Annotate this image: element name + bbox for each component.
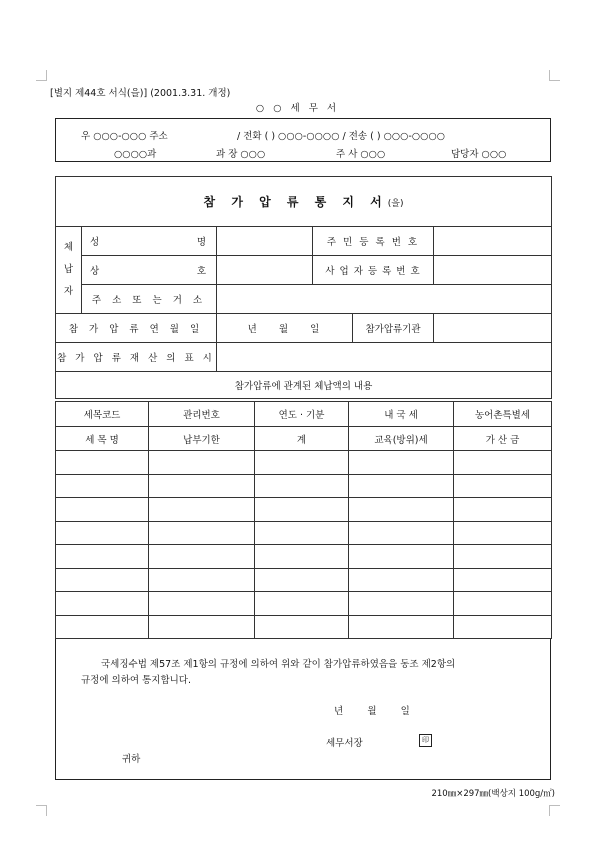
tax-office-name: ○ ○ 세 무 서 xyxy=(255,103,340,114)
col-year-period: 연도 · 기분 xyxy=(255,402,349,427)
taxpayer-group-label: 체납자 xyxy=(56,227,82,314)
notice-form-table xyxy=(55,176,552,399)
arrears-cell[interactable] xyxy=(454,545,552,569)
arrears-row xyxy=(56,498,552,522)
arrears-cell[interactable] xyxy=(255,474,349,498)
arrears-row xyxy=(56,451,552,475)
arrears-cell[interactable] xyxy=(255,568,349,592)
arrears-row xyxy=(56,568,552,592)
issuer-title: 세무서장 xyxy=(326,738,363,749)
col-tax-name: 세 목 명 xyxy=(56,427,149,451)
arrears-cell[interactable] xyxy=(255,498,349,522)
business-number-label: 사 업 자 등 록 번 호 xyxy=(313,256,434,285)
arrears-cell[interactable] xyxy=(255,521,349,545)
arrears-row xyxy=(56,521,552,545)
col-education-tax: 교육(방위)세 xyxy=(349,427,454,451)
col-national-tax: 내 국 세 xyxy=(349,402,454,427)
arrears-row xyxy=(56,615,552,639)
crop-mark-top-right xyxy=(549,70,560,81)
notice-text-line2: 규정에 의하여 통지합니다. xyxy=(81,675,192,686)
arrears-cell[interactable] xyxy=(349,498,454,522)
seizing-agency-label: 참가압류기관 xyxy=(353,314,434,343)
form-reference: [별지 제44호 서식(을)] (2001.3.31. 개정) xyxy=(50,88,231,99)
arrears-cell[interactable] xyxy=(149,592,255,616)
property-value[interactable] xyxy=(217,343,552,372)
arrears-cell[interactable] xyxy=(149,615,255,639)
arrears-cell[interactable] xyxy=(454,521,552,545)
seizure-date-label: 참 가 압 류 연 월 일 xyxy=(56,314,217,343)
property-label: 참 가 압 류 재 산 의 표 시 xyxy=(56,343,217,372)
arrears-cell[interactable] xyxy=(56,592,149,616)
contact-chief: 과 장 ○○○ xyxy=(216,149,266,160)
arrears-row xyxy=(56,474,552,498)
arrears-cell[interactable] xyxy=(349,474,454,498)
arrears-cell[interactable] xyxy=(349,592,454,616)
arrears-cell[interactable] xyxy=(56,451,149,475)
arrears-cell[interactable] xyxy=(56,568,149,592)
notice-text-line1: 국세징수법 제57조 제1항의 규정에 의하여 위와 같이 참가압류하였음을 동조 제2항의 xyxy=(101,659,456,670)
arrears-cell[interactable] xyxy=(454,615,552,639)
name-value[interactable] xyxy=(217,227,313,256)
contact-zip: 우 ○○○-○○○ 주소 xyxy=(81,131,168,142)
resident-number-label: 주 민 등 록 번 호 xyxy=(313,227,434,256)
arrears-header: 참가압류에 관계된 체납액의 내용 xyxy=(56,372,552,399)
col-penalty: 가 산 금 xyxy=(454,427,552,451)
contact-officer: 주 사 ○○○ xyxy=(336,149,386,160)
trade-name-value[interactable] xyxy=(217,256,313,285)
contact-phone-fax: / 전화 ( ) ○○○-○○○○ / 전송 ( ) ○○○-○○○○ xyxy=(237,131,446,142)
crop-mark-top-left xyxy=(36,70,47,81)
arrears-cell[interactable] xyxy=(149,451,255,475)
seal-mark: 印 xyxy=(419,734,432,747)
col-rural-special-tax: 농어촌특별세 xyxy=(454,402,552,427)
arrears-cell[interactable] xyxy=(349,521,454,545)
arrears-cell[interactable] xyxy=(255,545,349,569)
arrears-cell[interactable] xyxy=(454,498,552,522)
issue-date: 년 월 일 xyxy=(334,706,410,717)
col-management-number: 관리번호 xyxy=(149,402,255,427)
col-tax-code: 세목코드 xyxy=(56,402,149,427)
arrears-row xyxy=(56,545,552,569)
business-number-value[interactable] xyxy=(434,256,552,285)
arrears-cell[interactable] xyxy=(56,521,149,545)
arrears-cell[interactable] xyxy=(255,451,349,475)
crop-mark-bottom-right xyxy=(549,805,560,816)
notice-footer xyxy=(55,639,551,780)
arrears-cell[interactable] xyxy=(56,474,149,498)
arrears-cell[interactable] xyxy=(454,568,552,592)
contact-division: ○○○○과 xyxy=(114,149,157,160)
arrears-cell[interactable] xyxy=(56,545,149,569)
arrears-table xyxy=(55,401,552,639)
arrears-cell[interactable] xyxy=(349,545,454,569)
address-label: 주 소 또 는 거 소 xyxy=(82,285,217,314)
arrears-cell[interactable] xyxy=(149,545,255,569)
arrears-cell[interactable] xyxy=(255,615,349,639)
trade-name-label: 상 호 xyxy=(82,256,217,285)
seizure-date-value[interactable]: 년 월 일 xyxy=(217,314,353,343)
arrears-cell[interactable] xyxy=(454,592,552,616)
arrears-cell[interactable] xyxy=(255,592,349,616)
arrears-cell[interactable] xyxy=(454,451,552,475)
seizing-agency-value[interactable] xyxy=(434,314,552,343)
contact-in-charge: 담당자 ○○○ xyxy=(451,149,507,160)
arrears-cell[interactable] xyxy=(56,615,149,639)
arrears-cell[interactable] xyxy=(349,615,454,639)
crop-mark-bottom-left xyxy=(36,805,47,816)
arrears-cell[interactable] xyxy=(149,568,255,592)
arrears-cell[interactable] xyxy=(149,498,255,522)
paper-spec: 210㎜×297㎜(백상지 100g/㎡) xyxy=(431,789,555,799)
col-total: 계 xyxy=(255,427,349,451)
address-value[interactable] xyxy=(217,285,552,314)
arrears-cell[interactable] xyxy=(349,451,454,475)
col-due-date: 납부기한 xyxy=(149,427,255,451)
recipient-label: 귀하 xyxy=(122,754,141,765)
arrears-cell[interactable] xyxy=(56,498,149,522)
arrears-cell[interactable] xyxy=(149,521,255,545)
arrears-cell[interactable] xyxy=(149,474,255,498)
arrears-cell[interactable] xyxy=(454,474,552,498)
resident-number-value[interactable] xyxy=(434,227,552,256)
contact-box xyxy=(55,118,551,162)
arrears-cell[interactable] xyxy=(349,568,454,592)
form-title: 참 가 압 류 통 지 서(을) xyxy=(56,177,552,227)
arrears-row xyxy=(56,592,552,616)
name-label: 성 명 xyxy=(82,227,217,256)
